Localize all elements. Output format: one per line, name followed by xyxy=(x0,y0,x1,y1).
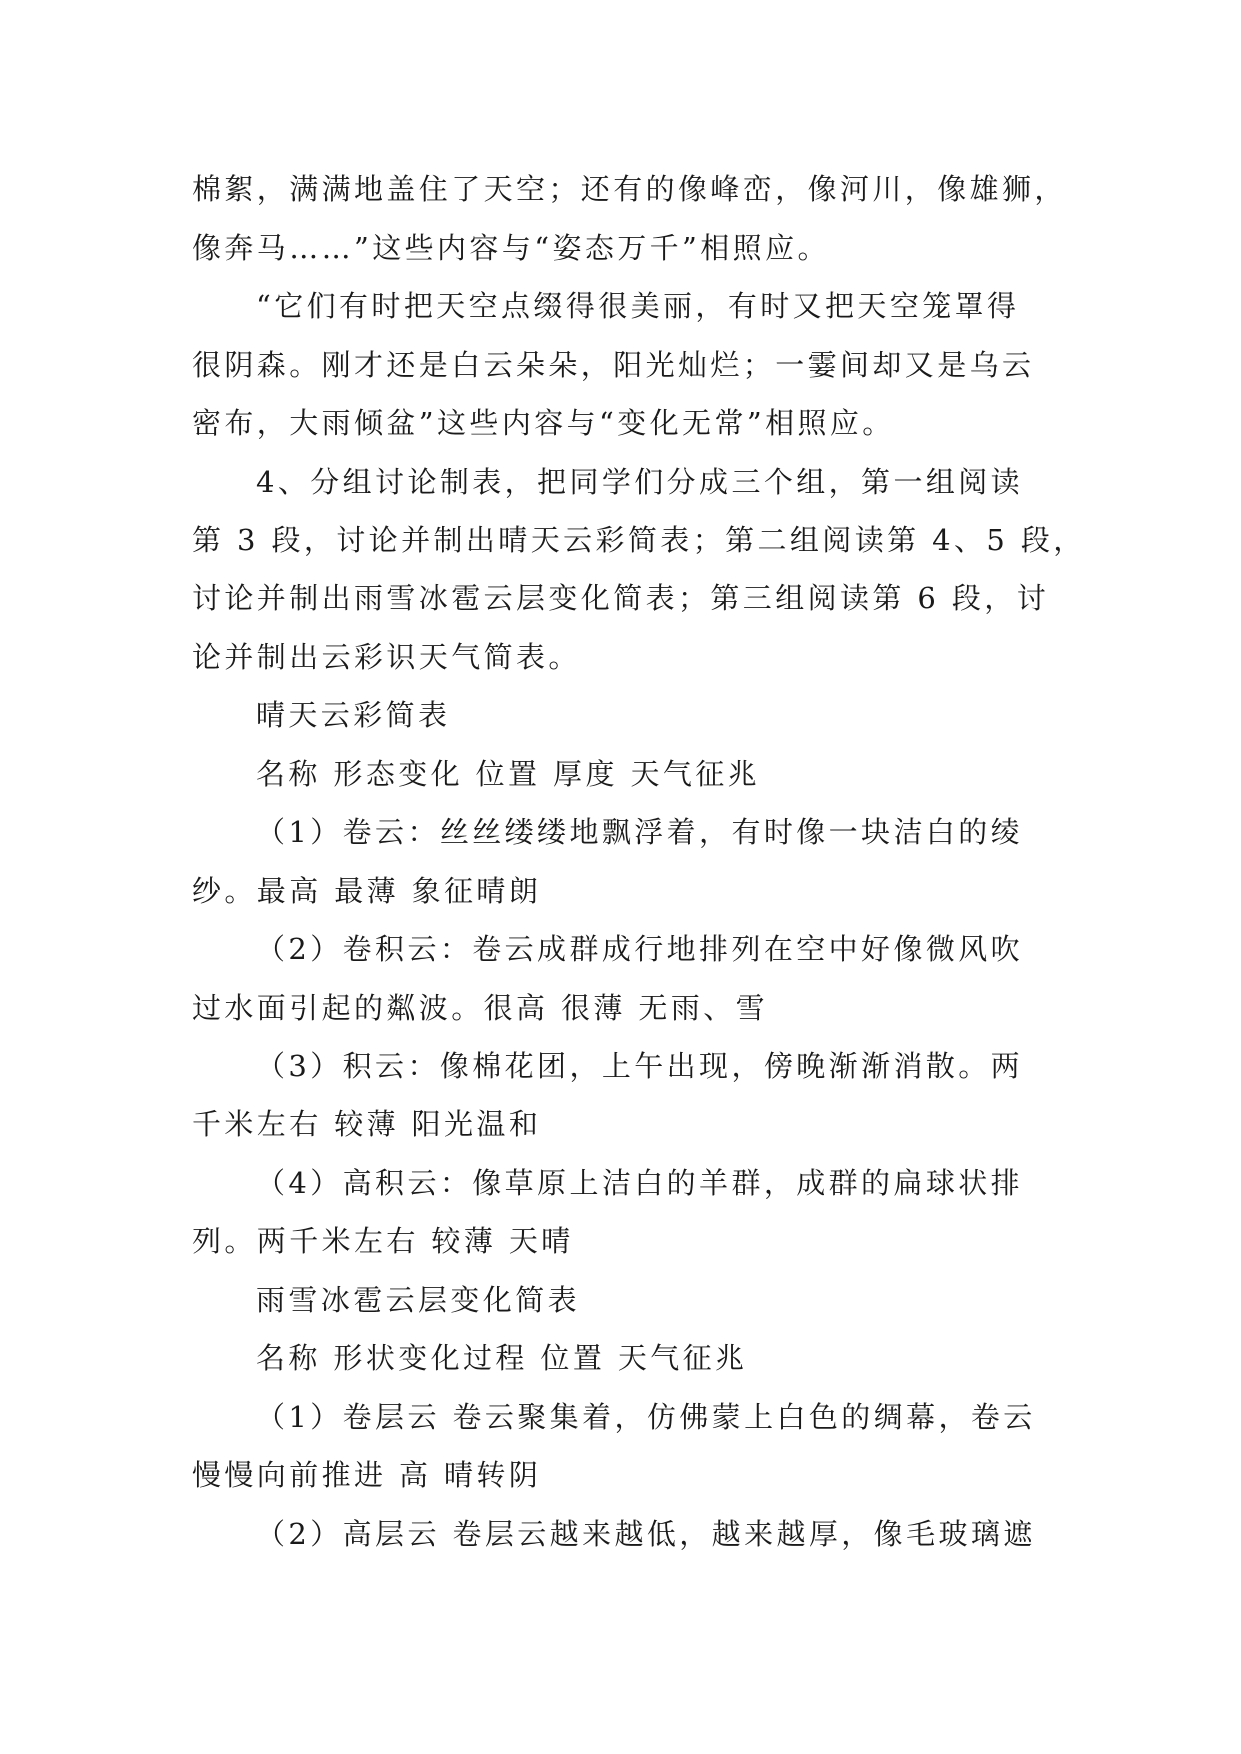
text-line: 很阴森。刚才还是白云朵朵，阳光灿烂；一霎间却又是乌云 xyxy=(192,348,1035,382)
text-line: 4、分组讨论制表，把同学们分成三个组，第一组阅读 xyxy=(256,465,1024,499)
text-line: 讨论并制出雨雪冰雹云层变化简表；第三组阅读第 6 段，讨 xyxy=(192,581,1050,615)
text-line: 第 3 段，讨论并制出晴天云彩简表；第二组阅读第 4、5 段， xyxy=(192,523,1086,557)
text-line: “它们有时把天空点缀得很美丽，有时又把天空笼罩得 xyxy=(256,289,1020,323)
text-line: 千米左右 较薄 阳光温和 xyxy=(192,1107,542,1141)
table-title: 雨雪冰雹云层变化简表 xyxy=(256,1283,581,1317)
text-line: 列。两千米左右 较薄 天晴 xyxy=(192,1224,574,1258)
text-line: （2）卷积云：卷云成群成行地排列在空中好像微风吹 xyxy=(256,932,1024,966)
text-line: 纱。最高 最薄 象征晴朗 xyxy=(192,874,542,908)
text-line: （3）积云：像棉花团，上午出现，傍晚渐渐消散。两 xyxy=(256,1049,1024,1083)
text-line: 像奔马……”这些内容与“姿态万千”相照应。 xyxy=(192,231,830,265)
table-title: 晴天云彩简表 xyxy=(256,698,451,732)
table-header: 名称 形状变化过程 位置 天气征兆 xyxy=(256,1341,748,1375)
text-line: （2）高层云 卷层云越来越低，越来越厚，像毛玻璃遮 xyxy=(256,1517,1036,1551)
text-line: 棉絮，满满地盖住了天空；还有的像峰峦，像河川，像雄狮， xyxy=(192,172,1067,206)
text-line: （4）高积云：像草原上洁白的羊群，成群的扁球状排 xyxy=(256,1166,1024,1200)
table-header: 名称 形态变化 位置 厚度 天气征兆 xyxy=(256,757,761,791)
text-line: 慢慢向前推进 高 晴转阴 xyxy=(192,1458,542,1492)
text-line: （1）卷层云 卷云聚集着，仿佛蒙上白色的绸幕，卷云 xyxy=(256,1400,1036,1434)
text-line: （1）卷云：丝丝缕缕地飘浮着，有时像一块洁白的绫 xyxy=(256,815,1024,849)
text-line: 论并制出云彩识天气简表。 xyxy=(192,640,581,674)
text-line: 过水面引起的粼波。很高 很薄 无雨、雪 xyxy=(192,991,769,1025)
text-line: 密布，大雨倾盆”这些内容与“变化无常”相照应。 xyxy=(192,406,895,440)
